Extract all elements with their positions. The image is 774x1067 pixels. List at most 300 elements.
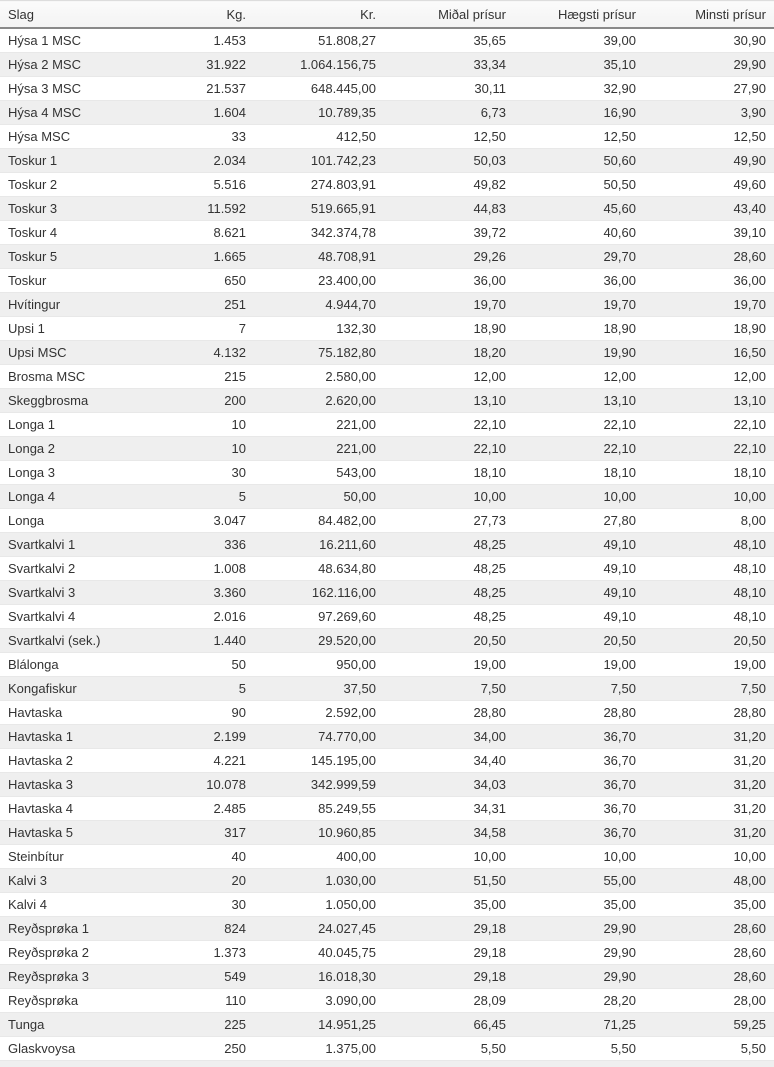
cell-minsti: 28,60 xyxy=(644,941,774,965)
cell-minsti: 28,80 xyxy=(644,701,774,725)
column-header-midal: Miðal prísur xyxy=(384,1,514,29)
cell-haegsti: 18,10 xyxy=(514,461,644,485)
cell-kg: 50 xyxy=(124,653,254,677)
table-row xyxy=(0,989,774,1013)
cell-haegsti: 71,25 xyxy=(514,1013,644,1037)
cell-kg: 4.132 xyxy=(124,341,254,365)
cell-kr: 2.592,00 xyxy=(254,701,384,725)
cell-midal: 34,03 xyxy=(384,773,514,797)
cell-minsti: 59,25 xyxy=(644,1013,774,1037)
table-row-partial xyxy=(0,1061,774,1067)
cell-kg: 31.922 xyxy=(124,53,254,77)
cell-haegsti: 22,10 xyxy=(514,437,644,461)
cell-minsti: 18,10 xyxy=(644,461,774,485)
cell-kr: 85.249,55 xyxy=(254,797,384,821)
cell-slag: Toskur xyxy=(0,269,124,293)
cell-midal: 30,11 xyxy=(384,77,514,101)
cell-minsti: 36,00 xyxy=(644,269,774,293)
table-row xyxy=(0,269,774,293)
cell-haegsti: 22,10 xyxy=(514,413,644,437)
table-row xyxy=(0,653,774,677)
table-header-row xyxy=(0,1,774,29)
cell-kr: 37,50 xyxy=(254,677,384,701)
cell-midal: 35,65 xyxy=(473,33,506,48)
cell-kr: 48.708,91 xyxy=(254,245,384,269)
cell-slag: Svartkalvi 4 xyxy=(0,605,124,629)
column-header-kg: Kg. xyxy=(124,1,254,29)
table-row xyxy=(0,965,774,989)
cell-haegsti: 20,50 xyxy=(514,629,644,653)
cell-minsti: 48,10 xyxy=(644,557,774,581)
cell-slag: Upsi MSC xyxy=(0,341,124,365)
cell-haegsti: 10,00 xyxy=(514,485,644,509)
cell-kr: 221,00 xyxy=(254,413,384,437)
cell-haegsti: 27,80 xyxy=(514,509,644,533)
table-row xyxy=(0,317,774,341)
cell-minsti: 13,10 xyxy=(644,389,774,413)
cell-kg: 2.485 xyxy=(124,797,254,821)
cell-midal: 10,00 xyxy=(384,845,514,869)
table-row xyxy=(0,773,774,797)
table-row xyxy=(0,869,774,893)
cell-kg: 5.516 xyxy=(124,173,254,197)
cell-midal: 50,03 xyxy=(384,149,514,173)
cell-kr: 132,30 xyxy=(254,317,384,341)
cell-slag: Upsi 1 xyxy=(0,317,124,341)
column-header-slag: Slag xyxy=(0,1,124,29)
cell-midal: 34,58 xyxy=(384,821,514,845)
cell-slag: Svartkalvi (sek.) xyxy=(0,629,124,653)
table-row xyxy=(0,821,774,845)
cell-haegsti: 7,50 xyxy=(514,677,644,701)
cell-haegsti: 36,70 xyxy=(514,725,644,749)
cell-kg: 5 xyxy=(124,677,254,701)
table-row xyxy=(0,389,774,413)
cell-haegsti: 29,90 xyxy=(514,941,644,965)
cell-kg: 1.604 xyxy=(124,101,254,125)
cell-kg: 2.199 xyxy=(124,725,254,749)
cell-slag: Longa 3 xyxy=(0,461,124,485)
table-row xyxy=(0,533,774,557)
cell-midal: 34,40 xyxy=(384,749,514,773)
cell-kr: 16.211,60 xyxy=(254,533,384,557)
cell-kr: 3.090,00 xyxy=(254,989,384,1013)
cell-midal: 29,18 xyxy=(384,917,514,941)
cell-haegsti: 29,90 xyxy=(514,965,644,989)
cell-haegsti: 12,50 xyxy=(514,125,644,149)
cell-kr: 648.445,00 xyxy=(254,77,384,101)
cell-kr xyxy=(254,1061,384,1067)
cell-minsti: 39,10 xyxy=(644,221,774,245)
cell-haegsti: 13,10 xyxy=(514,389,644,413)
cell-midal: 48,25 xyxy=(384,533,514,557)
cell-slag: Reyðsprøka xyxy=(0,989,124,1013)
cell-haegsti: 36,70 xyxy=(514,821,644,845)
cell-kg: 317 xyxy=(124,821,254,845)
cell-kg xyxy=(124,1061,254,1067)
cell-haegsti: 32,90 xyxy=(514,77,644,101)
cell-kg: 3.047 xyxy=(124,509,254,533)
cell-slag: Toskur 4 xyxy=(0,221,124,245)
table-row xyxy=(0,77,774,101)
cell-slag: Toskur 3 xyxy=(0,197,124,221)
cell-slag: Havtaska 5 xyxy=(0,821,124,845)
cell-minsti: 29,90 xyxy=(644,53,774,77)
cell-haegsti: 39,00 xyxy=(603,33,636,48)
cell-minsti: 35,00 xyxy=(644,893,774,917)
cell-kg: 3.360 xyxy=(124,581,254,605)
cell-kg: 10 xyxy=(124,437,254,461)
cell-slag: Havtaska 2 xyxy=(0,749,124,773)
cell-kr: 40.045,75 xyxy=(254,941,384,965)
cell-kg: 7 xyxy=(124,317,254,341)
cell-midal: 5,50 xyxy=(384,1037,514,1061)
table-row xyxy=(0,365,774,389)
cell-kg: 1.665 xyxy=(124,245,254,269)
cell-midal: 27,73 xyxy=(384,509,514,533)
cell-slag: Havtaska 3 xyxy=(0,773,124,797)
cell-midal: 13,10 xyxy=(384,389,514,413)
cell-haegsti: 28,20 xyxy=(514,989,644,1013)
cell-minsti: 22,10 xyxy=(644,413,774,437)
cell-minsti: 10,00 xyxy=(644,845,774,869)
cell-kr: 23.400,00 xyxy=(254,269,384,293)
cell-kr: 342.374,78 xyxy=(254,221,384,245)
cell-minsti: 48,10 xyxy=(644,581,774,605)
cell-kg: 20 xyxy=(124,869,254,893)
cell-minsti: 48,00 xyxy=(644,869,774,893)
cell-minsti: 31,20 xyxy=(644,821,774,845)
cell-haegsti: 12,00 xyxy=(514,365,644,389)
cell-midal: 51,50 xyxy=(384,869,514,893)
cell-kg: 8.621 xyxy=(124,221,254,245)
table-row xyxy=(0,125,774,149)
column-header-kr: Kr. xyxy=(254,1,384,29)
cell-midal: 36,00 xyxy=(384,269,514,293)
cell-minsti: 10,00 xyxy=(644,485,774,509)
cell-midal: 34,00 xyxy=(384,725,514,749)
table-row xyxy=(0,845,774,869)
table-row xyxy=(0,173,774,197)
cell-minsti: 3,90 xyxy=(644,101,774,125)
cell-kg: 11.592 xyxy=(124,197,254,221)
table-row xyxy=(0,749,774,773)
cell-midal xyxy=(384,1061,514,1067)
cell-kg: 5 xyxy=(124,485,254,509)
table-row xyxy=(0,797,774,821)
cell-slag: Svartkalvi 3 xyxy=(0,581,124,605)
cell-midal: 49,82 xyxy=(384,173,514,197)
cell-slag: Brosma MSC xyxy=(0,365,124,389)
cell-haegsti: 50,50 xyxy=(514,173,644,197)
cell-kr: 97.269,60 xyxy=(254,605,384,629)
cell-haegsti: 19,00 xyxy=(514,653,644,677)
cell-kg: 30 xyxy=(124,461,254,485)
cell-haegsti: 49,10 xyxy=(514,557,644,581)
table-row xyxy=(0,28,774,53)
cell-midal: 48,25 xyxy=(384,581,514,605)
cell-kr: 16.018,30 xyxy=(254,965,384,989)
cell-slag: Hýsa 3 MSC xyxy=(0,77,124,101)
cell-midal: 44,83 xyxy=(384,197,514,221)
cell-kr: 4.944,70 xyxy=(254,293,384,317)
cell-minsti: 16,50 xyxy=(644,341,774,365)
cell-minsti: 30,90 xyxy=(733,33,766,48)
cell-haegsti: 29,70 xyxy=(514,245,644,269)
table-row xyxy=(0,701,774,725)
cell-kr: 75.182,80 xyxy=(254,341,384,365)
cell-minsti: 22,10 xyxy=(644,437,774,461)
cell-minsti: 27,90 xyxy=(644,77,774,101)
table-row xyxy=(0,917,774,941)
cell-kr: 101.742,23 xyxy=(254,149,384,173)
column-header-haegsti: Hægsti prísur xyxy=(514,1,644,29)
cell-slag: Hýsa 2 MSC xyxy=(0,53,124,77)
cell-slag: Svartkalvi 2 xyxy=(0,557,124,581)
cell-midal: 39,72 xyxy=(384,221,514,245)
cell-kr: 221,00 xyxy=(254,437,384,461)
cell-haegsti: 49,10 xyxy=(514,533,644,557)
cell-haegsti: 10,00 xyxy=(514,845,644,869)
cell-minsti: 28,60 xyxy=(644,245,774,269)
cell-slag xyxy=(0,1061,124,1067)
cell-midal: 28,80 xyxy=(384,701,514,725)
column-header-minsti: Minsti prísur xyxy=(644,1,774,29)
cell-kr: 543,00 xyxy=(254,461,384,485)
cell-kr: 342.999,59 xyxy=(254,773,384,797)
cell-minsti: 12,50 xyxy=(644,125,774,149)
cell-slag: Steinbítur xyxy=(0,845,124,869)
table-row xyxy=(0,221,774,245)
table-row xyxy=(0,461,774,485)
cell-midal: 48,25 xyxy=(384,605,514,629)
cell-midal: 18,20 xyxy=(384,341,514,365)
cell-haegsti: 18,90 xyxy=(514,317,644,341)
table-row xyxy=(0,581,774,605)
table-row xyxy=(0,293,774,317)
cell-kr: 14.951,25 xyxy=(254,1013,384,1037)
cell-haegsti: 29,90 xyxy=(514,917,644,941)
cell-slag: Reyðsprøka 1 xyxy=(0,917,124,941)
cell-kg: 336 xyxy=(124,533,254,557)
cell-kr: 50,00 xyxy=(254,485,384,509)
table-row xyxy=(0,677,774,701)
cell-kg: 225 xyxy=(124,1013,254,1037)
cell-haegsti: 35,10 xyxy=(514,53,644,77)
cell-midal: 19,70 xyxy=(384,293,514,317)
cell-slag: Glaskvoysa xyxy=(0,1037,124,1061)
cell-haegsti xyxy=(514,1061,644,1067)
table-row xyxy=(0,629,774,653)
cell-kr: 48.634,80 xyxy=(254,557,384,581)
cell-kr: 74.770,00 xyxy=(254,725,384,749)
cell-midal: 18,90 xyxy=(384,317,514,341)
cell-slag: Longa 1 xyxy=(0,413,124,437)
cell-kr: 1.064.156,75 xyxy=(254,53,384,77)
cell-minsti: 49,60 xyxy=(644,173,774,197)
table-row xyxy=(0,941,774,965)
cell-slag: Hvítingur xyxy=(0,293,124,317)
cell-kr: 519.665,91 xyxy=(254,197,384,221)
cell-slag: Havtaska xyxy=(0,701,124,725)
cell-midal: 12,50 xyxy=(384,125,514,149)
cell-kr: 24.027,45 xyxy=(254,917,384,941)
table-row xyxy=(0,245,774,269)
table-row xyxy=(0,341,774,365)
cell-minsti: 18,90 xyxy=(644,317,774,341)
cell-kr: 162.116,00 xyxy=(254,581,384,605)
table-row xyxy=(0,149,774,173)
cell-midal: 33,34 xyxy=(384,53,514,77)
cell-minsti: 48,10 xyxy=(644,605,774,629)
cell-slag: Toskur 5 xyxy=(0,245,124,269)
cell-haegsti: 19,70 xyxy=(514,293,644,317)
table-row xyxy=(0,509,774,533)
cell-kr: 29.520,00 xyxy=(254,629,384,653)
cell-midal: 22,10 xyxy=(384,413,514,437)
table-row xyxy=(0,101,774,125)
cell-kg: 33 xyxy=(124,125,254,149)
cell-kg: 4.221 xyxy=(124,749,254,773)
cell-kr: 10.960,85 xyxy=(254,821,384,845)
cell-kr: 1.030,00 xyxy=(254,869,384,893)
cell-kr: 950,00 xyxy=(254,653,384,677)
cell-slag: Blálonga xyxy=(0,653,124,677)
cell-minsti: 28,60 xyxy=(644,917,774,941)
cell-minsti: 20,50 xyxy=(644,629,774,653)
cell-minsti: 28,60 xyxy=(644,965,774,989)
cell-minsti: 12,00 xyxy=(644,365,774,389)
table-row xyxy=(0,557,774,581)
cell-minsti: 31,20 xyxy=(644,725,774,749)
cell-minsti: 31,20 xyxy=(644,749,774,773)
cell-kg: 2.034 xyxy=(124,149,254,173)
cell-haegsti: 36,00 xyxy=(514,269,644,293)
cell-slag: Kalvi 3 xyxy=(0,869,124,893)
cell-midal: 29,18 xyxy=(384,965,514,989)
cell-kg: 650 xyxy=(124,269,254,293)
cell-kg: 2.016 xyxy=(124,605,254,629)
cell-kg: 200 xyxy=(124,389,254,413)
cell-minsti: 7,50 xyxy=(644,677,774,701)
cell-slag: Longa 2 xyxy=(0,437,124,461)
cell-kr: 274.803,91 xyxy=(254,173,384,197)
cell-slag: Hýsa 1 MSC xyxy=(8,33,81,48)
cell-kg: 10.078 xyxy=(124,773,254,797)
cell-kg: 110 xyxy=(124,989,254,1013)
cell-haegsti: 36,70 xyxy=(514,773,644,797)
cell-kg: 215 xyxy=(124,365,254,389)
cell-haegsti: 49,10 xyxy=(514,605,644,629)
cell-midal: 18,10 xyxy=(384,461,514,485)
cell-midal: 29,18 xyxy=(384,941,514,965)
cell-slag: Havtaska 4 xyxy=(0,797,124,821)
cell-slag: Hýsa MSC xyxy=(0,125,124,149)
table-row xyxy=(0,53,774,77)
table-row xyxy=(0,725,774,749)
table-row xyxy=(0,413,774,437)
cell-kr: 10.789,35 xyxy=(254,101,384,125)
table-row xyxy=(0,1013,774,1037)
cell-kr: 51.808,27 xyxy=(318,33,376,48)
cell-kg: 90 xyxy=(124,701,254,725)
cell-midal: 22,10 xyxy=(384,437,514,461)
table-row xyxy=(0,1037,774,1061)
cell-slag: Hýsa 4 MSC xyxy=(0,101,124,125)
cell-midal: 20,50 xyxy=(384,629,514,653)
cell-kg: 40 xyxy=(124,845,254,869)
cell-kr: 2.580,00 xyxy=(254,365,384,389)
cell-slag: Svartkalvi 1 xyxy=(0,533,124,557)
cell-kg: 824 xyxy=(124,917,254,941)
cell-minsti xyxy=(644,1061,774,1067)
cell-kg: 549 xyxy=(124,965,254,989)
cell-haegsti: 16,90 xyxy=(514,101,644,125)
cell-slag: Toskur 2 xyxy=(0,173,124,197)
cell-kr: 84.482,00 xyxy=(254,509,384,533)
cell-minsti: 19,70 xyxy=(644,293,774,317)
cell-midal: 29,26 xyxy=(384,245,514,269)
cell-minsti: 28,00 xyxy=(644,989,774,1013)
cell-slag: Havtaska 1 xyxy=(0,725,124,749)
table-row xyxy=(0,437,774,461)
cell-haegsti: 35,00 xyxy=(514,893,644,917)
cell-haegsti: 45,60 xyxy=(514,197,644,221)
cell-midal: 19,00 xyxy=(384,653,514,677)
cell-slag: Kongafiskur xyxy=(0,677,124,701)
cell-kg: 1.453 xyxy=(213,33,246,48)
cell-minsti: 8,00 xyxy=(644,509,774,533)
cell-minsti: 31,20 xyxy=(644,797,774,821)
cell-slag: Longa 4 xyxy=(0,485,124,509)
cell-haegsti: 36,70 xyxy=(514,797,644,821)
table-row xyxy=(0,485,774,509)
cell-haegsti: 36,70 xyxy=(514,749,644,773)
table-row xyxy=(0,197,774,221)
cell-midal: 6,73 xyxy=(384,101,514,125)
cell-midal: 28,09 xyxy=(384,989,514,1013)
cell-haegsti: 55,00 xyxy=(514,869,644,893)
cell-haegsti: 19,90 xyxy=(514,341,644,365)
cell-kg: 1.373 xyxy=(124,941,254,965)
table-row xyxy=(0,605,774,629)
cell-slag: Toskur 1 xyxy=(0,149,124,173)
cell-haegsti: 50,60 xyxy=(514,149,644,173)
cell-midal: 12,00 xyxy=(384,365,514,389)
cell-midal: 66,45 xyxy=(384,1013,514,1037)
cell-slag: Tunga xyxy=(0,1013,124,1037)
cell-kr: 1.050,00 xyxy=(254,893,384,917)
cell-midal: 35,00 xyxy=(384,893,514,917)
table-row xyxy=(0,893,774,917)
cell-midal: 48,25 xyxy=(384,557,514,581)
cell-minsti: 43,40 xyxy=(644,197,774,221)
cell-slag: Longa xyxy=(0,509,124,533)
cell-slag: Skeggbrosma xyxy=(0,389,124,413)
cell-kr: 2.620,00 xyxy=(254,389,384,413)
cell-midal: 10,00 xyxy=(384,485,514,509)
cell-kg: 10 xyxy=(124,413,254,437)
cell-midal: 7,50 xyxy=(384,677,514,701)
cell-slag: Reyðsprøka 3 xyxy=(0,965,124,989)
cell-minsti: 5,50 xyxy=(644,1037,774,1061)
cell-minsti: 19,00 xyxy=(644,653,774,677)
cell-midal: 34,31 xyxy=(384,797,514,821)
cell-minsti: 31,20 xyxy=(644,773,774,797)
cell-kg: 21.537 xyxy=(124,77,254,101)
cell-kg: 251 xyxy=(124,293,254,317)
cell-slag: Kalvi 4 xyxy=(0,893,124,917)
